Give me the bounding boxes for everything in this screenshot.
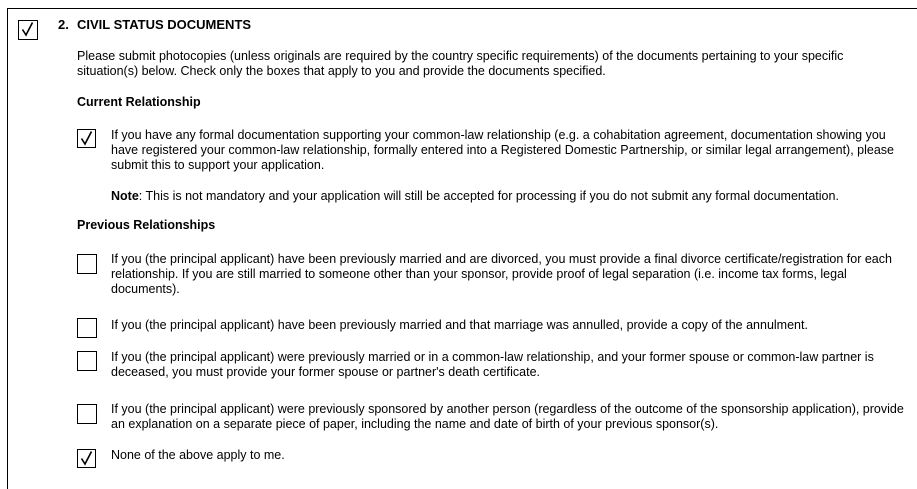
current-relationship-note [111, 189, 911, 204]
checkmark-stroke [82, 452, 92, 465]
checkmark-icon [79, 450, 94, 466]
previous-deceased-text: If you (the principal applicant) were previously married or in a common-law relationship, and your former spouse or common-law partner is deceased, you must provide your former spouse or partner's death certificate. [111, 350, 874, 380]
note-text: : This is not mandatory and your application will still be accepted for processing if you do not submit any formal documentation. [138, 189, 839, 203]
section-checkbox[interactable] [18, 20, 38, 40]
current-relationship-heading: Current Relationship [77, 95, 201, 109]
checkmark-icon [20, 21, 35, 37]
previous-deceased-checkbox[interactable] [77, 351, 97, 371]
previous-sponsored-text: If you (the principal applicant) were previously sponsored by another person (regardless of the outcome of the sponsorship application), provide an explanation on a separate piece of paper, including the name and date of birth of your previous sponsor(s). [111, 402, 904, 432]
previous-sponsored-checkbox[interactable] [77, 404, 97, 424]
note-label: Note [111, 189, 139, 203]
current-relationship-text: If you have any formal documentation supporting your common-law relationship (e.g. a cohabitation agreement, documentation showing you have registered your common-law relationship, formally entered into a Registered Domestic Partnership, or similar legal arrangement), please submit this to support your application. [111, 128, 894, 173]
none-apply-checkbox[interactable] [77, 449, 96, 468]
previous-annulled-text: If you (the principal applicant) have been previously married and that marriage was annulled, provide a copy of the annulment. [111, 318, 808, 332]
section-title: CIVIL STATUS DOCUMENTS [77, 17, 252, 32]
section-intro: Please submit photocopies (unless originals are required by the country specific requirements) of the documents pertaining to your specific situation(s) below. Check only the boxes that apply to you and provide the documents specified. [77, 49, 844, 79]
checkmark-stroke [23, 23, 33, 36]
previous-relationships-heading: Previous Relationships [77, 218, 216, 232]
none-apply-text: None of the above apply to me. [111, 448, 285, 462]
previous-divorce-checkbox[interactable] [77, 254, 97, 274]
previous-annulled-checkbox[interactable] [77, 318, 97, 338]
current-relationship-checkbox[interactable] [77, 129, 96, 148]
checkmark-icon [79, 130, 94, 146]
section-number: 2. [58, 17, 69, 32]
previous-divorce-text: If you (the principal applicant) have been previously married and are divorced, you must provide a final divorce certificate/registration for each relationship. If you are still married to someone other than your sponsor, provide proof of legal separation (i.e. income tax forms, legal documents). [111, 252, 892, 297]
checkmark-stroke [82, 132, 92, 145]
